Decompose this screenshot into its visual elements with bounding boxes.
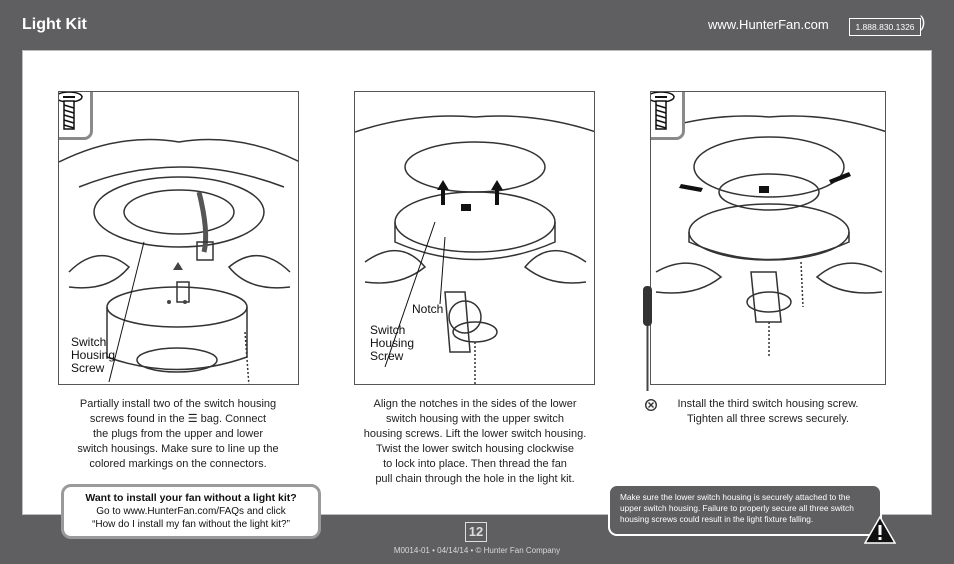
notch-label: Notch bbox=[412, 302, 444, 316]
phone-number: 1.888.830.1326 bbox=[849, 18, 921, 36]
close-circle-icon bbox=[645, 399, 657, 411]
hint-line-2: “How do I install my fan without the light kit?” bbox=[92, 519, 290, 530]
phone-icon: ) bbox=[920, 14, 926, 31]
page-title: Light Kit bbox=[22, 16, 87, 33]
step-2-caption: Align the notches in the sides of the lower switch housing with the upper switch housing screws. Lift the lower switch housing. Twist the lower switch housing clockwise to lock into place. Then thread the fan pull chain through the hole in the light kit. bbox=[363, 398, 587, 485]
page-number: 12 bbox=[465, 522, 487, 542]
hint-title: Want to install your fan without a light kit? bbox=[85, 492, 297, 504]
fan-housing-drawing-3 bbox=[651, 92, 886, 385]
hint-line-1: Go to www.HunterFan.com/FAQs and click bbox=[96, 506, 286, 517]
screw-icon bbox=[58, 91, 90, 137]
website-url[interactable]: www.HunterFan.com bbox=[708, 17, 829, 32]
screw-icon bbox=[650, 91, 682, 137]
screw-badge-3 bbox=[650, 91, 685, 140]
screwdriver-icon bbox=[640, 286, 656, 396]
switch-housing-screw-label-1: Switch Housing Screw bbox=[71, 335, 116, 375]
footer-text: M0014-01 • 04/14/14 • © Hunter Fan Company bbox=[393, 546, 561, 555]
screw-badge-1 bbox=[58, 91, 93, 140]
instruction-panel bbox=[22, 50, 932, 515]
step-3-caption: Install the third switch housing screw. Tighten all three screws securely. bbox=[677, 398, 859, 425]
warning-box: Make sure the lower switch housing is securely attached to the upper switch housing. Failure to properly secure all three switch housing screws could result in the light fixture falling. bbox=[608, 484, 882, 536]
switch-housing-screw-label-2: Switch Housing Screw bbox=[370, 323, 415, 363]
warning-icon bbox=[864, 516, 896, 544]
light-kit-hint-box bbox=[61, 484, 321, 539]
illustration-step-3 bbox=[650, 91, 886, 385]
step-1-caption: Partially install two of the switch housing screws found in the ☰ bag. Connect the plugs from the upper and lower switch housings. Make sure to line up the colored markings on the connectors. bbox=[77, 398, 279, 470]
